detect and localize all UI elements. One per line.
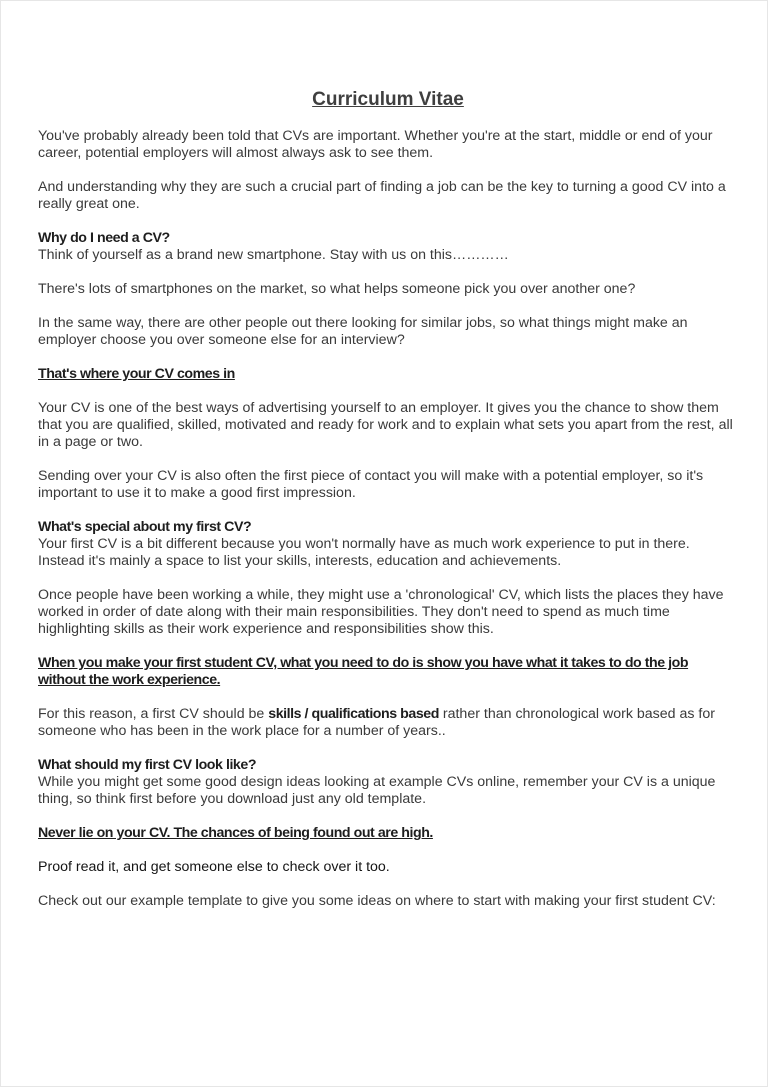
- why-heading: Why do I need a CV?: [38, 230, 170, 246]
- reason-paragraph: [38, 706, 738, 740]
- check-out-paragraph: Check out our example template to give you some ideas on where to start with making your first student CV:: [38, 893, 716, 909]
- document-title: Curriculum Vitae: [312, 89, 464, 110]
- look-heading: What should my first CV look like?: [38, 757, 257, 773]
- why-text: Think of yourself as a brand new smartphone. Stay with us on this…………: [38, 247, 509, 263]
- special-heading: What's special about my first CV?: [38, 519, 252, 535]
- student-cv-heading: When you make your first student CV, what you need to do is show you have what it takes to do the job without the work experience.: [38, 655, 689, 688]
- your-cv-paragraph: Your CV is one of the best ways of advertising yourself to an employer. It gives you the chance to show them that you are qualified, skilled, motivated and ready for work and to explain what sets you apart from the rest, all in a page or two.: [38, 400, 733, 450]
- same-way-paragraph: In the same way, there are other people out there looking for similar jobs, so what things might make an employer choose you over someone else for an interview?: [38, 315, 688, 348]
- intro-paragraph-1: You've probably already been told that CVs are important. Whether you're at the start, middle or end of your career, potential employers will almost always ask to see them.: [38, 128, 713, 161]
- where-heading: That's where your CV comes in: [38, 366, 235, 382]
- smartphones-paragraph: There's lots of smartphones on the market, so what helps someone pick you over another one?: [38, 281, 636, 297]
- document-body: [38, 89, 738, 927]
- chronological-paragraph: Once people have been working a while, they might use a 'chronological' CV, which lists the places they have worked in order of date along with their main responsibilities. They don't need to spend as much time highlighting skills as their work experience and responsibilities show this.: [38, 587, 724, 637]
- look-section: [38, 757, 738, 808]
- why-section: [38, 230, 738, 264]
- look-text: While you might get some good design ideas looking at example CVs online, remember your CV is a unique thing, so think first before you download just any old template.: [38, 774, 716, 807]
- reason-end: rather than chronological work based as for someone who has been in the work place for a number of years..: [38, 706, 715, 739]
- sending-paragraph: Sending over your CV is also often the first piece of contact you will make with a potential employer, so it's important to use it to make a good first impression.: [38, 468, 704, 501]
- proof-read-paragraph: Proof read it, and get someone else to check over it too.: [38, 859, 390, 875]
- reason-start: For this reason, a first CV should be: [38, 706, 269, 722]
- intro-paragraph-2: And understanding why they are such a crucial part of finding a job can be the key to turning a good CV into a really great one.: [38, 179, 726, 212]
- special-text: Your first CV is a bit different because you won't normally have as much work experience to put in there. Instead it's mainly a space to list your skills, interests, education and achievements.: [38, 536, 690, 569]
- never-lie-heading: Never lie on your CV. The chances of being found out are high.: [38, 825, 433, 841]
- special-section: [38, 519, 738, 570]
- reason-bold: skills / qualifications based: [268, 706, 439, 722]
